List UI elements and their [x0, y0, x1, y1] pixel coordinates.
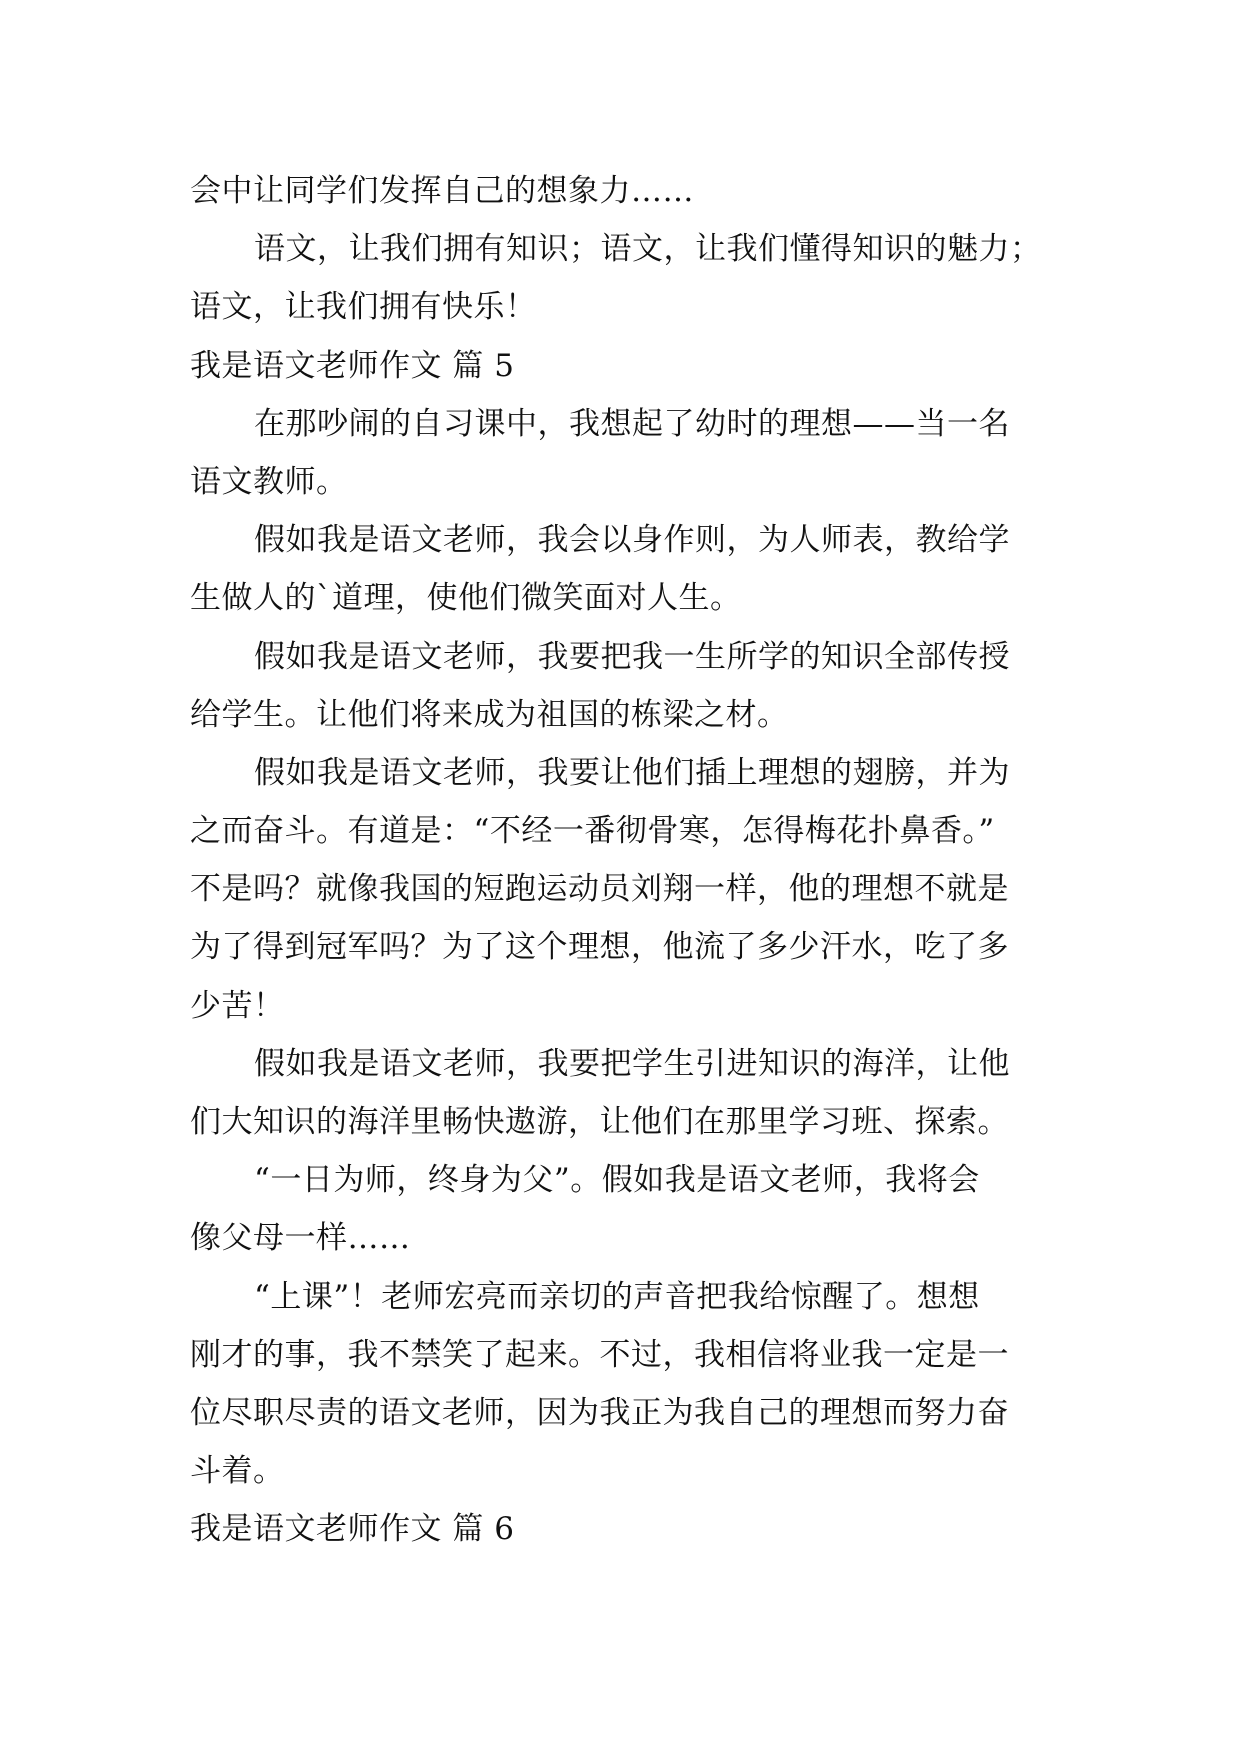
section-heading: 我是语文老师作文 篇 6: [190, 1511, 515, 1548]
paragraph-line: “一日为师，终身为父”。假如我是语文老师，我将会: [254, 1162, 980, 1199]
paragraph-line: 假如我是语文老师，我要把我一生所学的知识全部传授: [254, 638, 1010, 675]
paragraph-line: 像父母一样……: [190, 1220, 411, 1257]
paragraph-line: 假如我是语文老师，我要把学生引进知识的海洋，让他: [254, 1045, 1010, 1082]
paragraph-line: “上课”！老师宏亮而亲切的声音把我给惊醒了。想想: [254, 1278, 980, 1315]
document-body: [190, 162, 1045, 1559]
section-heading: 我是语文老师作文 篇 5: [190, 347, 515, 384]
paragraph-line: 不是吗？就像我国的短跑运动员刘翔一样，他的理想不就是: [190, 871, 1009, 908]
paragraph-line: 斗着。: [190, 1453, 285, 1490]
paragraph-line: 语文，让我们拥有快乐！: [190, 289, 537, 326]
paragraph-line: 会中让同学们发挥自己的想象力……: [190, 173, 694, 209]
paragraph-line: 们大知识的海洋里畅快遨游，让他们在那里学习班、探索。: [190, 1104, 1009, 1140]
paragraph-line: 生做人的`道理，使他们微笑面对人生。: [190, 580, 742, 617]
paragraph-line: 假如我是语文老师，我要让他们插上理想的翅膀，并为: [254, 754, 1010, 791]
paragraph-line: 语文教师。: [190, 463, 348, 500]
paragraph-line: 位尽职尽责的语文老师，因为我正为我自己的理想而努力奋: [190, 1394, 1009, 1431]
paragraph-line: 在那吵闹的自习课中，我想起了幼时的理想——当一名: [254, 405, 1010, 442]
paragraph-line: 假如我是语文老师，我会以身作则，为人师表，教给学: [254, 522, 1010, 559]
paragraph-line: 为了得到冠军吗？为了这个理想，他流了多少汗水，吃了多: [190, 929, 1009, 966]
paragraph-line: 给学生。让他们将来成为祖国的栋梁之材。: [190, 696, 789, 733]
paragraph-line: 之而奋斗。有道是：“不经一番彻骨寒，怎得梅花扑鼻香。”: [190, 813, 995, 850]
paragraph-line: 语文，让我们拥有知识；语文，让我们懂得知识的魅力；: [254, 231, 1042, 268]
paragraph-line: 刚才的事，我不禁笑了起来。不过，我相信将业我一定是一: [190, 1336, 1009, 1373]
paragraph-line: 少苦！: [190, 987, 285, 1024]
